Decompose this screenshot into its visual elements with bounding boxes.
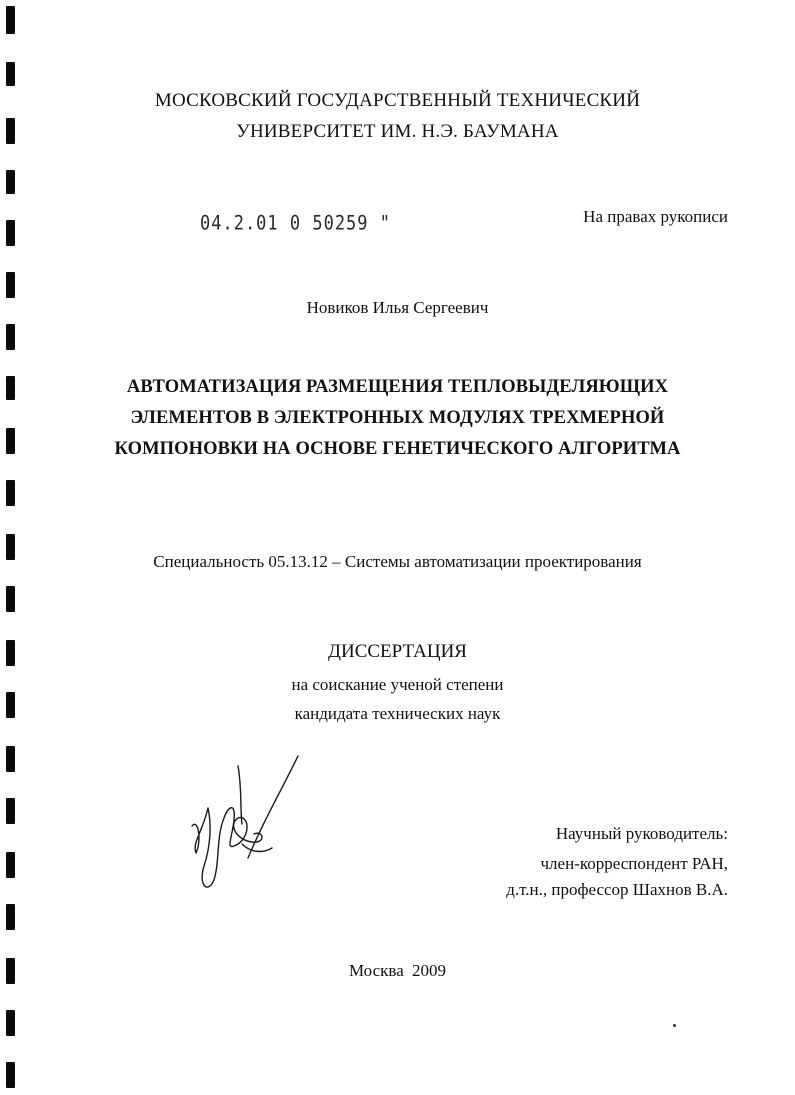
handwritten-signature xyxy=(180,748,310,898)
author-name: Новиков Илья Сергеевич xyxy=(306,298,489,317)
university-name-line2: УНИВЕРСИТЕТ ИМ. Н.Э. БАУМАНА xyxy=(236,121,559,142)
binding-hole xyxy=(6,6,15,34)
scan-speck xyxy=(673,1024,676,1027)
binding-hole xyxy=(6,62,15,86)
binding-hole xyxy=(6,586,15,612)
thesis-title-line1: АВТОМАТИЗАЦИЯ РАЗМЕЩЕНИЯ ТЕПЛОВЫДЕЛЯЮЩИХ xyxy=(126,377,669,397)
binding-hole xyxy=(6,1010,15,1036)
binding-hole xyxy=(6,170,15,194)
advisor-position: член-корреспондент РАН, xyxy=(540,854,728,873)
degree-purpose: на соискание ученой степени xyxy=(291,675,504,694)
binding-hole xyxy=(6,1062,15,1088)
binding-hole xyxy=(6,220,15,246)
binding-hole xyxy=(6,324,15,350)
specialty: Специальность 05.13.12 – Системы автоматизации проектирования xyxy=(153,552,642,571)
binding-marks xyxy=(0,0,20,1095)
binding-hole xyxy=(6,798,15,824)
binding-hole xyxy=(6,480,15,506)
binding-hole xyxy=(6,746,15,772)
thesis-title-line2: ЭЛЕМЕНТОВ В ЭЛЕКТРОННЫХ МОДУЛЯХ ТРЕХМЕРНОЙ xyxy=(130,408,665,428)
binding-hole xyxy=(6,272,15,298)
binding-hole xyxy=(6,904,15,930)
manuscript-rights: На правах рукописи xyxy=(583,207,728,226)
advisor-name: д.т.н., профессор Шахнов В.А. xyxy=(506,880,728,899)
archive-number: 04.2.01 0 50259 " xyxy=(200,212,391,235)
advisor-heading: Научный руководитель: xyxy=(555,824,728,843)
binding-hole xyxy=(6,852,15,878)
university-name-line1: МОСКОВСКИЙ ГОСУДАРСТВЕННЫЙ ТЕХНИЧЕСКИЙ xyxy=(154,90,641,111)
thesis-title-line3: КОМПОНОВКИ НА ОСНОВЕ ГЕНЕТИЧЕСКОГО АЛГОРИТМА xyxy=(114,439,681,459)
city-year: Москва 2009 xyxy=(348,961,447,980)
dissertation-type: ДИССЕРТАЦИЯ xyxy=(328,641,467,662)
degree-name: кандидата технических наук xyxy=(294,704,501,723)
